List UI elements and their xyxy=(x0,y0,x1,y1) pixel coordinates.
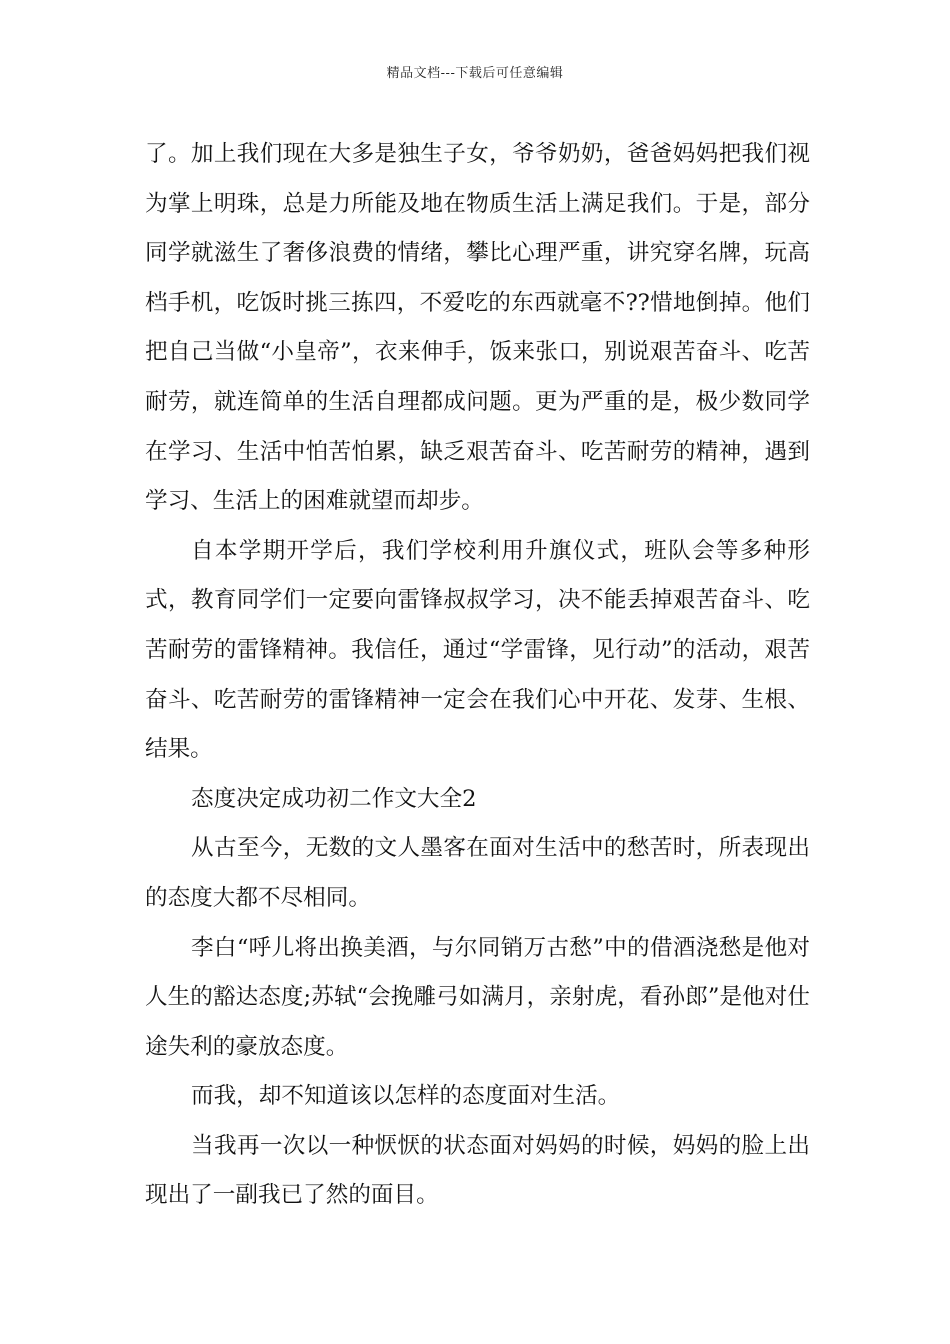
paragraph: 从古至今，无数的文人墨客在面对生活中的愁苦时，所表现出的态度大都不尽相同。 xyxy=(145,835,810,911)
page-header: 精品文档---下载后可任意编辑 xyxy=(386,66,564,81)
section-title: 态度决定成功初二作文大全2 xyxy=(191,785,477,812)
paragraph: 了。加上我们现在大多是独生子女，爷爷奶奶，爸爸妈妈把我们视为掌上明珠，总是力所能及地在物质生活上满足我们。于是，部分同学就滋生了奢侈浪费的情绪，攀比心理严重，讲究穿名牌，玩高档手机，吃饭时挑三拣四，不爱吃的东西就毫不??惜地倒掉。他们把自己当做“小皇帝”，衣来伸手，饭来张口，别说艰苦奋斗、吃苦耐劳，就连简单的生活自理都成问题。更为严重的是，极少数同学在学习、生活中怕苦怕累，缺乏艰苦奋斗、吃苦耐劳的精神，遇到学习、生活上的困难就望而却步。 xyxy=(145,141,810,515)
paragraph: 李白“呼儿将出换美酒，与尔同销万古愁”中的借酒浇愁是他对人生的豁达态度;苏轼“会挽雕弓如满月，亲射虎，看孙郎”是他对仕途失利的豪放态度。 xyxy=(145,934,810,1060)
paragraph: 自本学期开学后，我们学校利用升旗仪式，班队会等多种形式，教育同学们一定要向雷锋叔叔学习，决不能丢掉艰苦奋斗、吃苦耐劳的雷锋精神。我信任，通过“学雷锋，见行动”的活动，艰苦奋斗、吃苦耐劳的雷锋精神一定会在我们心中开花、发芽、生根、结果。 xyxy=(145,537,810,763)
paragraph: 而我，却不知道该以怎样的态度面对生活。 xyxy=(191,1083,621,1110)
paragraph: 当我再一次以一种恹恹的状态面对妈妈的时候，妈妈的脸上出现出了一副我已了然的面目。 xyxy=(145,1132,810,1209)
document-body xyxy=(145,130,810,1221)
